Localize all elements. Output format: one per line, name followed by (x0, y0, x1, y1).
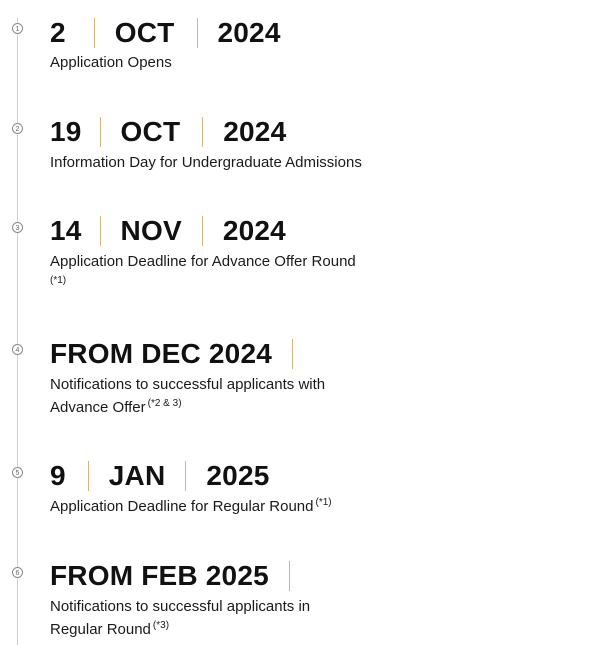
date-day: 9 (50, 460, 66, 491)
event-description (50, 373, 325, 419)
date-separator (100, 117, 101, 147)
date-separator (185, 461, 186, 491)
date-text: FROM DEC 2024 (50, 338, 272, 369)
date-separator (202, 216, 203, 246)
event-description: Information Day for Undergraduate Admissions (50, 154, 362, 171)
footnote-ref: (*1) (50, 275, 67, 286)
event-description (50, 595, 310, 641)
description-line: Notifications to successful applicants with (50, 376, 326, 393)
footnote-ref: (*2 & 3) (147, 398, 182, 409)
date-month: NOV (120, 215, 182, 246)
date-day: 19 (50, 116, 82, 147)
date-row (50, 211, 286, 251)
date-row (50, 556, 290, 596)
date-separator (289, 561, 290, 591)
description-line (50, 396, 325, 419)
date-separator (202, 117, 203, 147)
step-marker: 4 (12, 344, 23, 355)
step-marker: 5 (12, 467, 23, 478)
date-day: 14 (50, 215, 82, 246)
step-marker: 6 (12, 567, 23, 578)
date-month: OCT (120, 116, 181, 147)
description-text: Advance Offer (50, 399, 146, 416)
date-month: JAN (108, 460, 166, 491)
date-year: 2024 (217, 17, 281, 48)
footnote-ref: (*1) (315, 497, 332, 508)
date-row (50, 334, 293, 374)
date-day: 2 (50, 17, 66, 48)
date-separator (94, 18, 95, 48)
step-marker: 1 (12, 23, 23, 34)
event-description: Application Deadline for Advance Offer Round (50, 253, 356, 270)
description-text: Application Deadline for Regular Round (50, 498, 314, 515)
event-description: Application Opens (50, 54, 172, 71)
step-marker: 3 (12, 222, 23, 233)
description-line: Notifications to successful applicants in (50, 598, 311, 615)
date-row (50, 13, 281, 53)
step-marker: 2 (12, 123, 23, 134)
date-separator (197, 18, 198, 48)
description-line (50, 618, 310, 641)
date-separator (88, 461, 89, 491)
date-year: 2024 (222, 215, 286, 246)
timeline-line (17, 18, 18, 645)
date-row (50, 456, 270, 496)
date-separator (292, 339, 293, 369)
date-row (50, 112, 286, 152)
date-month: OCT (114, 17, 175, 48)
footnote-ref: (*3) (152, 620, 170, 631)
date-separator (100, 216, 101, 246)
date-year: 2025 (206, 460, 270, 491)
event-description (50, 495, 332, 518)
date-year: 2024 (223, 116, 287, 147)
description-text: Regular Round (50, 621, 151, 638)
date-text: FROM FEB 2025 (50, 560, 269, 591)
